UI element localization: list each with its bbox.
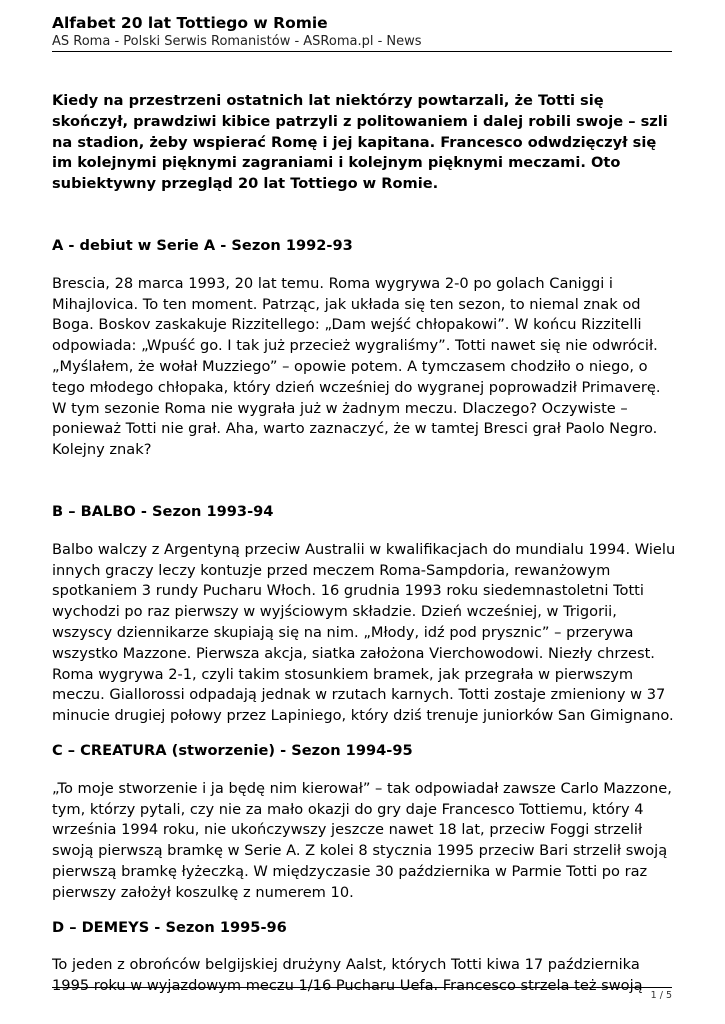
article-intro: Kiedy na przestrzeni ostatnich lat niektórzy powtarzali, że Totti się skończył, prawdziwi kibice patrzyli z politowaniem i dalej robili swoje – szli na stadion, żeby wspierać Romę i jej kapitana. Francesco odwdzięczył się im kolejnymi pięknymi zagraniami i kolejnym pięknymi meczami. Oto subiektywny przegląd 20 lat Tottiego w Romie. (52, 92, 668, 193)
document-title: Alfabet 20 lat Tottiego w Romie (52, 14, 328, 32)
section-heading-a: A - debiut w Serie A - Sezon 1992-93 (52, 236, 353, 254)
section-heading-d: D – DEMEYS - Sezon 1995-96 (52, 918, 287, 936)
header-divider (52, 51, 672, 52)
page-number: 1 / 5 (650, 990, 672, 1001)
article-body (52, 91, 677, 997)
section-text-b: Balbo walczy z Argentyną przeciw Australii w kwalifikacjach do mundialu 1994. Wielu innych graczy leczy kontuzje przed meczem Roma-Sampdoria, rewanżowym spotkaniem 3 rundy Pucharu Włoch. 16 grudnia 1993 roku siedemnastoletni Totti wychodzi po raz pierwszy w wyjściowym składzie. Dzień wcześniej, w Trigorii, wszyscy dziennikarze skupiają się na nim. „Młody, idź pod prysznic” – przerywa wszystko Mazzone. Pierwsza akcja, siatka założona Vierchowodowi. Niezły chrzest. Roma wygrywa 2-1, czyli takim stosunkiem bramek, jak przegrała w pierwszym meczu. Giallorossi odpadają jednak w rzutach karnych. Totti zostaje zmieniony w 37 minucie drugiej połowy przez Lapiniego, który dziś trenuje juniorków San Gimignano. (52, 540, 676, 725)
document-subtitle: AS Roma - Polski Serwis Romanistów - ASRoma.pl - News (52, 34, 422, 49)
section-heading-b: B – BALBO - Sezon 1993-94 (52, 502, 274, 520)
section-text-d: To jeden z obrońców belgijskiej drużyny Aalst, których Totti kiwa 17 października 1995 roku w wyjazdowym meczu 1/16 Pucharu Uefa. Francesco strzela też swoją (52, 956, 643, 995)
page-header (52, 14, 672, 51)
footer-divider (52, 987, 672, 988)
section-heading-c: C – CREATURA (stworzenie) - Sezon 1994-95 (52, 741, 413, 759)
section-text-c: „To moje stworzenie i ja będę nim kierował” – tak odpowiadał zawsze Carlo Mazzone, tym, którzy pytali, czy nie za mało okazji do gry daje Francesco Tottiemu, który 4 września 1994 roku, nie ukończywszy jeszcze nawet 18 lat, przeciw Foggi strzelił swoją pierwszą bramkę w Serie A. Z kolei 8 stycznia 1995 przeciw Bari strzelił swoją pierwszą bramkę łyżeczką. W międzyczasie 30 października w Parmie Totti po raz pierwszy założył koszulkę z numerem 10. (52, 779, 672, 901)
section-text-a: Brescia, 28 marca 1993, 20 lat temu. Roma wygrywa 2-0 po golach Caniggi i Mihajlovica. To ten moment. Patrząc, jak układa się ten sezon, to niemal znak od Boga. Boskov zaskakuje Rizzitellego: „Dam wejść chłopakowi”. W końcu Rizzitelli odpowiada: „Wpuść go. I tak już przecież wygraliśmy”. Totti nawet się nie odwrócił. „Myślałem, że wołał Muzziego” – opowie potem. A tymczasem chodziło o niego, o tego młodego chłopaka, który dzień wcześniej do wygranej poprowadził Primaverę. W tym sezonie Roma nie wygrała już w żadnym meczu. Dlaczego? Oczywiste – ponieważ Totti nie grał. Aha, warto zaznaczyć, że w tamtej Bresci grał Paolo Negro. Kolejny znak? (52, 274, 661, 459)
